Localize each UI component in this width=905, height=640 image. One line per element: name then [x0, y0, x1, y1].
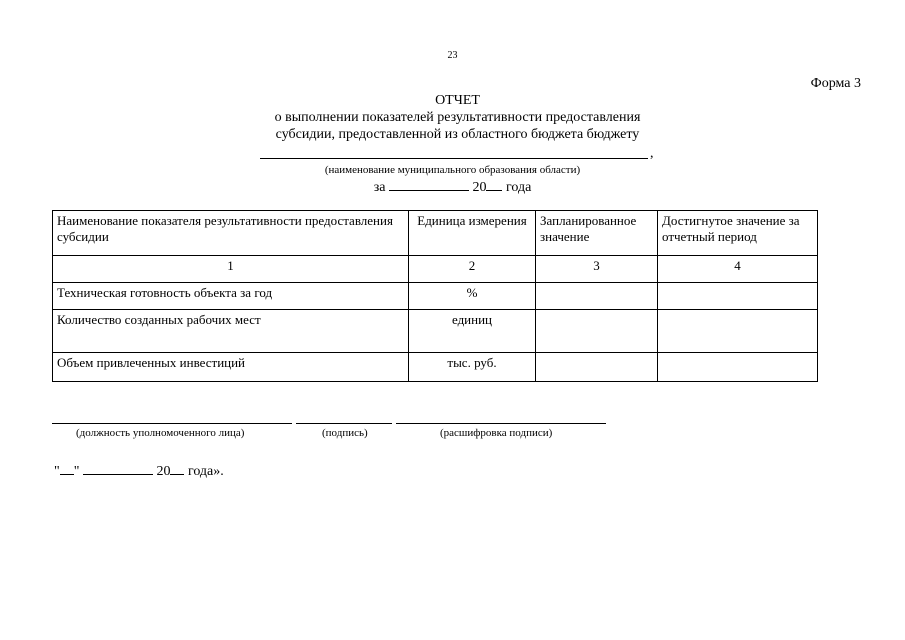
month-blank [83, 462, 153, 475]
position-caption: (должность уполномоченного лица) [76, 427, 245, 439]
document-title: ОТЧЕТ [435, 93, 480, 108]
date-year-blank [170, 462, 184, 475]
achieved-value-cell[interactable] [658, 283, 818, 310]
table-row [53, 283, 818, 310]
planned-value-cell[interactable] [536, 283, 658, 310]
table-row [53, 353, 818, 382]
period-blank [389, 178, 469, 191]
title-block [0, 92, 905, 143]
period-suffix: года [505, 180, 532, 195]
document-subtitle-line-1: о выполнении показателей результативности предоставления [274, 110, 641, 125]
period-year-blank [486, 178, 502, 191]
signature-caption: (подпись) [322, 427, 368, 439]
header-unit: Единица измерения [409, 211, 536, 256]
decoding-caption: (расшифровка подписи) [440, 427, 553, 439]
document-subtitle-line-2: субсидии, предоставленной из областного бюджета бюджету [275, 127, 640, 142]
table-header-row [53, 211, 818, 256]
period-prefix: за [373, 180, 386, 195]
period-year-prefix: 20 [472, 180, 487, 195]
unit-cell: единиц [409, 310, 536, 353]
position-signature-line [52, 423, 292, 424]
date-row [54, 462, 224, 480]
signature-decoding-line [396, 423, 606, 424]
municipality-caption: (наименование муниципального образования области) [324, 164, 581, 176]
column-number-row [53, 256, 818, 283]
date-close-quote: " [73, 464, 80, 479]
date-open-quote: " [54, 464, 60, 479]
indicator-name-cell: Объем привлеченных инвестиций [53, 353, 409, 382]
column-number: 3 [536, 256, 658, 283]
unit-cell: тыс. руб. [409, 353, 536, 382]
page-number: 23 [447, 50, 458, 61]
column-number: 1 [53, 256, 409, 283]
header-achieved: Достигнутое значение за отчетный период [658, 211, 818, 256]
unit-cell: % [409, 283, 536, 310]
indicator-name-cell: Количество созданных рабочих мест [53, 310, 409, 353]
municipality-comma: , [650, 146, 654, 161]
table-row [53, 310, 818, 353]
date-year-prefix: 20 [156, 464, 171, 479]
date-suffix: года». [187, 464, 224, 479]
indicator-name-cell: Техническая готовность объекта за год [53, 283, 409, 310]
header-planned: Запланированное значение [536, 211, 658, 256]
form-label: Форма 3 [810, 76, 861, 91]
report-table [52, 210, 818, 382]
signature-line [296, 423, 392, 424]
period-row [0, 178, 905, 196]
planned-value-cell[interactable] [536, 310, 658, 353]
planned-value-cell[interactable] [536, 353, 658, 382]
day-blank [60, 462, 74, 475]
column-number: 2 [409, 256, 536, 283]
column-number: 4 [658, 256, 818, 283]
municipality-blank-line [260, 158, 648, 159]
achieved-value-cell[interactable] [658, 310, 818, 353]
achieved-value-cell[interactable] [658, 353, 818, 382]
header-indicator-name: Наименование показателя результативности предоставления субсидии [53, 211, 409, 256]
